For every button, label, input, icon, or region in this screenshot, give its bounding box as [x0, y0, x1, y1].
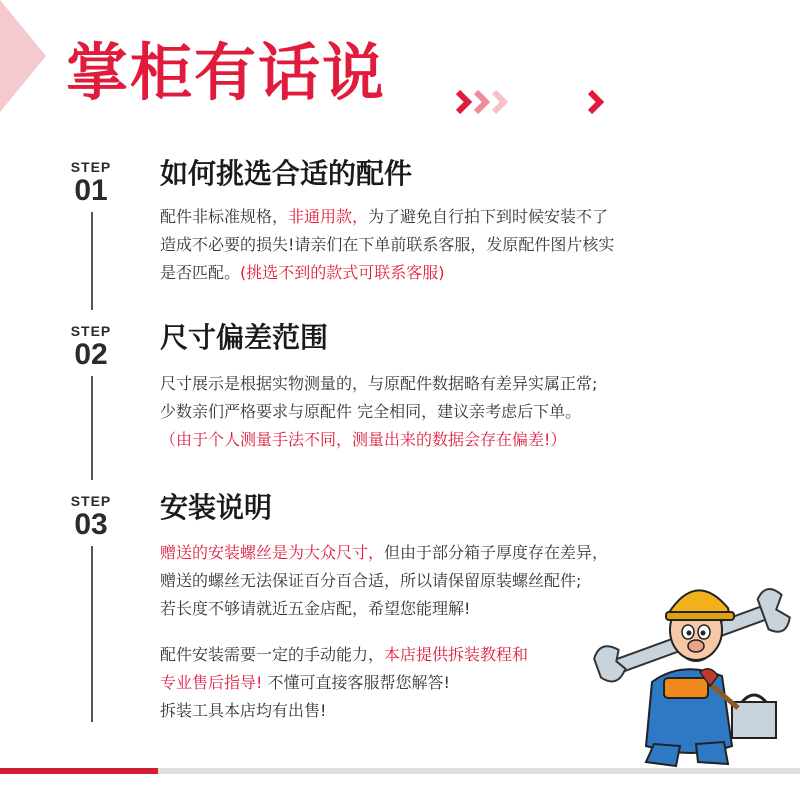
step-number: 01 — [74, 174, 108, 207]
text-line: 配件非标准规格，非通用款，为了避免自行拍下到时候安装不了 — [160, 207, 609, 226]
step-01-text — [160, 203, 680, 287]
page-title: 掌柜有话说 — [66, 36, 387, 109]
text-line: 若长度不够请就近五金店配，希望您能理解! — [160, 599, 471, 618]
corner-triangle-decoration — [0, 0, 46, 112]
step-01-connector-line — [91, 212, 93, 310]
text-line: 赠送的安装螺丝是为大众尺寸，但由于部分箱子厚度存在差异， — [160, 543, 609, 562]
text-line: 少数亲们严格要求与原配件 完全相同，建议亲考虑后下单。 — [160, 402, 582, 421]
step-02-label — [68, 324, 114, 370]
step-02-title: 尺寸偏差范围 — [160, 321, 329, 354]
step-02-text — [160, 370, 680, 454]
bottom-bar-track — [158, 768, 800, 774]
text-line: 配件安装需要一定的手动能力，本店提供拆装教程和 — [160, 645, 529, 664]
plumber-mascot-icon — [592, 572, 792, 772]
step-03-title: 安装说明 — [160, 491, 273, 524]
text-line: 拆装工具本店均有出售! — [160, 701, 327, 720]
step-number: 03 — [74, 508, 108, 541]
text-line: （由于个人测量手法不同，测量出来的数据会存在偏差!） — [160, 430, 567, 449]
step-number: 02 — [74, 338, 108, 371]
step-03-text-b — [160, 641, 580, 725]
step-03-label — [68, 494, 114, 540]
step-02-connector-line — [91, 376, 93, 480]
chevron-decoration-1 — [452, 90, 512, 114]
bottom-bar-accent — [0, 768, 158, 774]
text-line: 尺寸展示是根据实物测量的，与原配件数据略有差异实属正常; — [160, 374, 598, 393]
step-01-title: 如何挑选合适的配件 — [160, 157, 413, 190]
step-03-connector-line — [91, 546, 93, 722]
text-line: 专业售后指导! 不懂可直接客服帮您解答! — [160, 673, 450, 692]
text-line: 是否匹配。(挑选不到的款式可联系客服) — [160, 263, 445, 282]
chevron-decoration-2 — [584, 90, 608, 114]
step-word: STEP — [70, 323, 112, 339]
step-word: STEP — [70, 493, 112, 509]
step-01-label — [68, 160, 114, 206]
text-line: 造成不必要的损失!请亲们在下单前联系客服，发原配件图片核实 — [160, 235, 615, 254]
step-word: STEP — [70, 159, 112, 175]
text-line: 赠送的螺丝无法保证百分百合适，所以请保留原装螺丝配件; — [160, 571, 582, 590]
